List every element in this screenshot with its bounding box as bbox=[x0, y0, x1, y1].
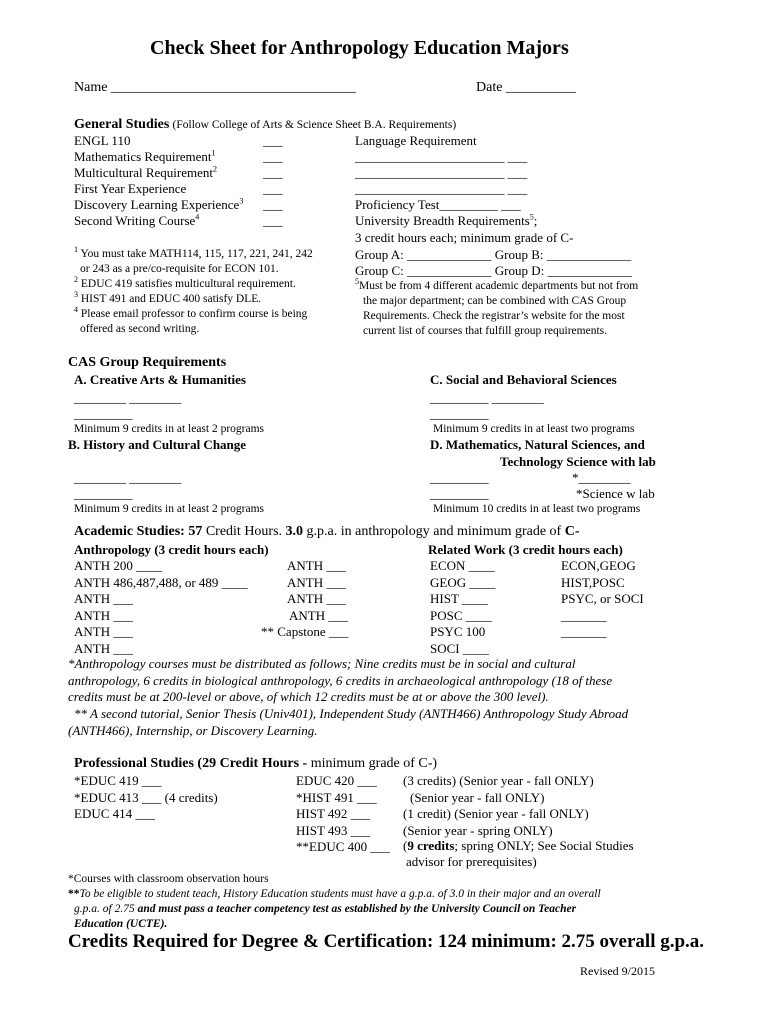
professional-heading: Professional Studies (29 Credit Hours - minimum grade of C-) bbox=[74, 756, 438, 771]
footnote-5-line: the major department; can be combined with CAS Group bbox=[363, 295, 627, 307]
capstone-note: ** A second tutorial, Senior Thesis (Univ401), Independent Study (ANTH466) Anthropology Study Abroad bbox=[74, 706, 629, 721]
anthropology-course[interactable]: ANTH 486,487,488, or 489 ____ bbox=[74, 574, 248, 590]
related-course-option[interactable]: _______ bbox=[561, 607, 607, 623]
language-line-3[interactable]: _______________________ ___ bbox=[355, 181, 528, 196]
professional-course-note: (3 credits) (Senior year - fall ONLY) bbox=[403, 773, 594, 788]
general-requirement-label: Multicultural Requirement$^2$ bbox=[74, 164, 217, 180]
professional-course[interactable]: EDUC 420 ___ bbox=[296, 773, 377, 788]
date-field[interactable]: Date __________ bbox=[476, 80, 576, 95]
anthropology-course[interactable]: ANTH ___ bbox=[74, 624, 133, 639]
cas-a-minimum: Minimum 9 credits in at least 2 programs bbox=[74, 423, 265, 435]
cas-c-title: C. Social and Behavioral Sciences bbox=[430, 372, 617, 387]
professional-course-note: (Senior year - fall ONLY) bbox=[410, 789, 545, 805]
anthropology-distribution-note: credits must be at 200-level or above, of which 12 credits must be at or above the 300 level). bbox=[68, 689, 549, 704]
anthropology-course[interactable]: ANTH ___ bbox=[289, 607, 348, 623]
cas-b-blanks[interactable]: ________ ________ bbox=[74, 470, 182, 485]
educ-400-note-2: advisor for prerequisites) bbox=[406, 854, 537, 869]
related-course[interactable]: ECON ____ bbox=[430, 558, 495, 573]
professional-course[interactable]: EDUC 414 ___ bbox=[74, 806, 155, 821]
anthropology-course[interactable]: ANTH ___ bbox=[74, 640, 133, 656]
footnote-5: $^5$Must be from 4 different academic departments but not from bbox=[355, 277, 639, 292]
general-studies-heading: General Studies (Follow College of Arts & Science Sheet B.A. Requirements) bbox=[74, 117, 457, 132]
revised-date: Revised 9/2015 bbox=[580, 964, 655, 978]
general-requirement-label: Discovery Learning Experience$^3$ bbox=[74, 196, 244, 212]
related-course[interactable]: GEOG ____ bbox=[430, 574, 496, 590]
anthropology-distribution-note: anthropology, 6 credits in biological anthropology, 6 credits in archaeological anthropology (18 of these bbox=[68, 672, 613, 688]
footnote-5-line: Requirements. Check the registrar’s website for the most bbox=[363, 310, 625, 322]
footnote-1: $^1$ You must take MATH114, 115, 117, 221, 241, 242 bbox=[74, 245, 313, 260]
general-requirement-blank[interactable]: ___ bbox=[263, 197, 283, 212]
cas-d-minimum: Minimum 10 credits in at least two programs bbox=[433, 503, 641, 515]
breadth-note: 3 credit hours each; minimum grade of C- bbox=[355, 230, 574, 245]
footnote-1: or 243 as a pre/co-requisite for ECON 101. bbox=[80, 263, 279, 275]
anthropology-course[interactable]: ** Capstone ___ bbox=[261, 624, 349, 639]
cas-a-blank[interactable]: _________ bbox=[74, 406, 133, 421]
cas-d-lab-blank[interactable]: *________ bbox=[572, 470, 631, 485]
language-line-1[interactable]: _______________________ ___ bbox=[355, 149, 528, 164]
anthropology-distribution-note: *Anthropology courses must be distributed as follows; Nine credits must be in social and cultural bbox=[68, 656, 576, 671]
cas-d-blank-2[interactable]: _________ bbox=[430, 486, 489, 501]
cas-d-blank-1[interactable]: _________ bbox=[430, 470, 489, 485]
anthropology-course[interactable]: ANTH ___ bbox=[74, 607, 133, 623]
related-course[interactable]: POSC ____ bbox=[430, 607, 492, 623]
general-requirement-label: Mathematics Requirement$^1$ bbox=[74, 148, 216, 164]
general-requirement-blank[interactable]: ___ bbox=[263, 133, 283, 148]
cas-d-title-2: Technology Science with lab bbox=[500, 454, 656, 469]
footnote-4: offered as second writing. bbox=[80, 323, 200, 335]
name-field[interactable]: Name ___________________________________ bbox=[74, 80, 356, 95]
related-course-option[interactable]: HIST,POSC bbox=[561, 574, 625, 590]
anthropology-course[interactable]: ANTH ___ bbox=[287, 558, 346, 573]
academic-heading: Academic Studies: 57 Credit Hours. 3.0 g.p.a. in anthropology and minimum grade of C- bbox=[74, 524, 580, 539]
cas-b-title: B. History and Cultural Change bbox=[68, 437, 247, 452]
related-course-option[interactable]: ECON,GEOG bbox=[561, 558, 636, 573]
related-course[interactable]: HIST ____ bbox=[430, 591, 488, 606]
page-title: Check Sheet for Anthropology Education Majors bbox=[150, 37, 569, 59]
general-requirement-label: First Year Experience bbox=[74, 181, 187, 196]
cas-c-blanks[interactable]: _________ ________ bbox=[430, 390, 544, 405]
science-lab-note: *Science w lab bbox=[576, 486, 655, 501]
professional-course[interactable]: HIST 493 ___ bbox=[296, 822, 371, 838]
breadth-label: University Breadth Requirements$^5$; bbox=[355, 212, 538, 228]
general-requirement-blank[interactable]: ___ bbox=[263, 149, 283, 164]
general-requirement-label: ENGL 110 bbox=[74, 133, 131, 148]
anthropology-course[interactable]: ANTH ___ bbox=[74, 591, 133, 606]
cas-b-minimum: Minimum 9 credits in at least 2 programs bbox=[74, 503, 265, 515]
professional-course[interactable]: *EDUC 419 ___ bbox=[74, 773, 162, 788]
general-requirement-blank[interactable]: ___ bbox=[263, 165, 283, 180]
student-teach-note-3: Education (UCTE). bbox=[74, 918, 168, 930]
professional-course[interactable]: **EDUC 400 ___ bbox=[296, 839, 390, 854]
language-line-2[interactable]: _______________________ ___ bbox=[355, 165, 528, 180]
capstone-note: (ANTH466), Internship, or Discovery Learning. bbox=[68, 722, 318, 738]
group-a-b[interactable]: Group A: _____________ Group B: _____________ bbox=[355, 247, 632, 262]
related-work-heading: Related Work (3 credit hours each) bbox=[428, 542, 623, 557]
professional-course[interactable]: HIST 492 ___ bbox=[296, 806, 371, 821]
footnote-5-line: current list of courses that fulfill group requirements. bbox=[363, 325, 607, 337]
language-label: Language Requirement bbox=[355, 133, 477, 148]
anthropology-course[interactable]: ANTH 200 ____ bbox=[74, 558, 163, 573]
professional-course[interactable]: *HIST 491 ___ bbox=[296, 789, 377, 805]
footnote-2: $^2$ EDUC 419 satisfies multicultural requirement. bbox=[74, 275, 296, 290]
professional-course-note: (Senior year - spring ONLY) bbox=[403, 822, 553, 838]
cas-a-blanks[interactable]: ________ ________ bbox=[74, 390, 182, 405]
anthropology-course[interactable]: ANTH ___ bbox=[287, 574, 346, 590]
group-c-d[interactable]: Group C: _____________ Group D: _____________ bbox=[355, 263, 632, 278]
proficiency-test[interactable]: Proficiency Test_________ ___ bbox=[355, 197, 521, 212]
cas-c-minimum: Minimum 9 credits in at least two programs bbox=[433, 423, 635, 435]
related-course[interactable]: PSYC 100 bbox=[430, 624, 486, 639]
educ-400-note: (9 credits; spring ONLY; See Social Studies bbox=[403, 838, 634, 853]
student-teach-note: **To be eligible to student teach, History Education students must have a g.p.a. of 3.0 in their major and an overall bbox=[68, 888, 601, 900]
credits-required: Credits Required for Degree & Certification: 124 minimum: 2.75 overall g.p.a. bbox=[68, 931, 705, 952]
footnote-4: $^4$ Please email professor to confirm course is being bbox=[74, 305, 308, 320]
general-requirement-blank[interactable]: ___ bbox=[263, 181, 283, 196]
general-requirement-label: Second Writing Course$^4$ bbox=[74, 212, 200, 228]
observation-note: *Courses with classroom observation hours bbox=[68, 873, 269, 885]
related-course-option[interactable]: PSYC, or SOCI bbox=[561, 591, 644, 606]
related-course[interactable]: SOCI ____ bbox=[430, 640, 489, 656]
general-requirement-blank[interactable]: ___ bbox=[263, 213, 283, 228]
cas-heading: CAS Group Requirements bbox=[68, 355, 227, 370]
cas-b-blank[interactable]: _________ bbox=[74, 486, 133, 501]
student-teach-note-2: g.p.a. of 2.75 and must pass a teacher competency test as established by the University Council on Teacher bbox=[74, 903, 577, 915]
anthropology-heading: Anthropology (3 credit hours each) bbox=[74, 542, 269, 557]
cas-c-blank[interactable]: _________ bbox=[430, 406, 489, 421]
professional-course[interactable]: *EDUC 413 ___ (4 credits) bbox=[74, 789, 218, 805]
professional-course-note: (1 credit) (Senior year - fall ONLY) bbox=[403, 806, 589, 821]
cas-a-title: A. Creative Arts & Humanities bbox=[74, 372, 246, 387]
related-course-option[interactable]: _______ bbox=[561, 624, 607, 639]
cas-d-title: D. Mathematics, Natural Sciences, and bbox=[430, 437, 645, 452]
anthropology-course[interactable]: ANTH ___ bbox=[287, 591, 346, 606]
footnote-3: $^3$ HIST 491 and EDUC 400 satisfy DLE. bbox=[74, 290, 262, 305]
